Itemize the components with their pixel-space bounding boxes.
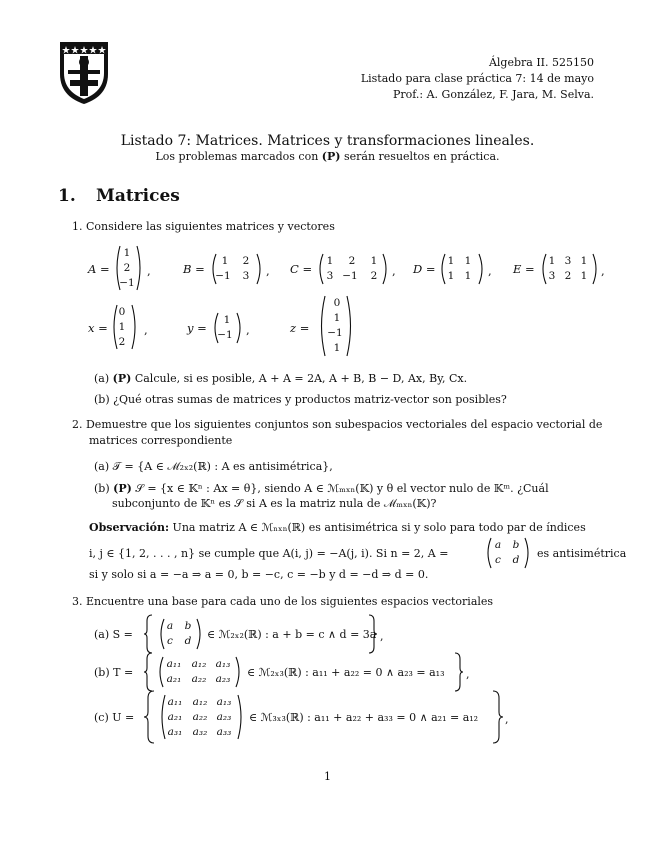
brace bbox=[143, 690, 155, 744]
problem-3a-pre: (a) S = bbox=[94, 628, 133, 641]
cell: 1 bbox=[223, 314, 231, 326]
p-marker: (P) bbox=[112, 372, 132, 385]
p-marker: (P) bbox=[113, 482, 132, 495]
cell: a₁₃ bbox=[215, 658, 231, 670]
problem-2-intro-1: 2. Demuestre que los siguientes conjuntos son subespacios vectoriales del espacio vectorial de bbox=[72, 418, 603, 431]
bracket bbox=[382, 253, 390, 285]
cell: 1 bbox=[221, 255, 229, 267]
cell: 2 bbox=[123, 262, 131, 274]
problem-1a-text: Calcule, si es posible, A + A = 2A, A + B, B − D, Ax, By, Cx. bbox=[131, 372, 468, 385]
cell: a₁₁ bbox=[167, 696, 183, 708]
label-x: x = bbox=[88, 321, 108, 335]
cell: 2 bbox=[242, 255, 250, 267]
problem-3c-pre: (c) U = bbox=[94, 711, 135, 724]
cell: a₂₂ bbox=[191, 673, 207, 685]
label-y: y = bbox=[187, 321, 207, 335]
cell: a bbox=[166, 620, 174, 632]
cell: 2 bbox=[370, 270, 378, 282]
problem-2a: (a) 𝒯 = {A ∈ ℳ₂ₓ₂(ℝ) : A es antisimétrica}, bbox=[94, 460, 333, 473]
subtitle-p-marker: (P) bbox=[321, 150, 341, 163]
subtitle-pre: Los problemas marcados con bbox=[155, 150, 322, 163]
punct: , bbox=[488, 264, 492, 278]
cell: a₂₃ bbox=[215, 673, 231, 685]
cell: c bbox=[167, 635, 173, 647]
observation-2-post: es antisimétrica bbox=[537, 547, 627, 560]
cell: a₁₃ bbox=[216, 696, 232, 708]
label-B: B = bbox=[183, 262, 205, 276]
section-number: 1. bbox=[58, 186, 76, 206]
item-label: (b) bbox=[94, 482, 114, 495]
cell: 1 bbox=[464, 270, 472, 282]
professors: Prof.: A. González, F. Jara, M. Selva. bbox=[392, 88, 594, 101]
cell: 3 bbox=[564, 255, 572, 267]
cell: 1 bbox=[447, 270, 455, 282]
bracket bbox=[131, 304, 139, 350]
bracket bbox=[235, 656, 243, 688]
brace bbox=[454, 652, 464, 692]
course-name: Álgebra II. 525150 bbox=[488, 56, 594, 69]
cell: c bbox=[495, 554, 501, 566]
bracket bbox=[478, 253, 486, 285]
cell: 1 bbox=[580, 255, 588, 267]
cell: a₂₂ bbox=[192, 711, 208, 723]
bracket bbox=[237, 694, 245, 740]
cell: −1 bbox=[342, 270, 358, 282]
observation-label: Observación: bbox=[89, 521, 170, 534]
problem-3b-pre: (b) T = bbox=[94, 666, 134, 679]
cell: a₂₁ bbox=[167, 711, 183, 723]
university-logo bbox=[58, 40, 110, 106]
observation-2-pre: i, j ∈ {1, 2, . . . , n} se cumple que A(i, j) = −A(j, i). Si n = 2, A = bbox=[89, 547, 449, 560]
cell: −1 bbox=[327, 327, 343, 339]
cell: 3 bbox=[548, 270, 556, 282]
cell: 1 bbox=[123, 247, 131, 259]
brace bbox=[143, 614, 153, 654]
observation-text: Una matriz A ∈ ℳₙₓₙ(ℝ) es antisimétrica si y solo para todo par de índices bbox=[169, 521, 586, 534]
problem-1-intro: 1. Considere las siguientes matrices y vectores bbox=[72, 220, 335, 233]
cell: a₁₁ bbox=[166, 658, 182, 670]
problem-1a bbox=[94, 372, 467, 386]
punct: , bbox=[380, 630, 384, 643]
observation-1 bbox=[89, 521, 586, 535]
bracket bbox=[592, 253, 600, 285]
observation-2 bbox=[89, 547, 448, 561]
cell: 0 bbox=[333, 297, 341, 309]
punct: , bbox=[601, 264, 605, 278]
cell: −1 bbox=[119, 277, 135, 289]
cell: b bbox=[512, 539, 520, 551]
section-heading bbox=[58, 186, 180, 206]
document-title: Listado 7: Matrices. Matrices y transformaciones lineales. bbox=[120, 133, 535, 149]
document-subtitle bbox=[0, 150, 655, 163]
problem-2-intro-2: matrices correspondiente bbox=[89, 434, 233, 447]
punct: , bbox=[266, 264, 270, 278]
bracket bbox=[318, 295, 326, 357]
problem-3c-condition: ∈ ℳ₃ₓ₃(ℝ) : a₁₁ + a₂₂ + a₃₃ = 0 ∧ a₂₁ = a₁₂ bbox=[249, 711, 479, 724]
cell: 1 bbox=[548, 255, 556, 267]
cell: a₂₃ bbox=[216, 711, 232, 723]
cell: 2 bbox=[564, 270, 572, 282]
bracket bbox=[256, 253, 264, 285]
cell: 1 bbox=[464, 255, 472, 267]
section-name: Matrices bbox=[96, 186, 180, 206]
cell: 0 bbox=[118, 306, 126, 318]
label-A: A = bbox=[88, 262, 110, 276]
problem-3-intro: 3. Encuentre una base para cada uno de los siguientes espacios vectoriales bbox=[72, 595, 494, 608]
cell: a₁₂ bbox=[191, 658, 207, 670]
brace bbox=[492, 690, 504, 744]
cell: 1 bbox=[447, 255, 455, 267]
problem-3a-condition: ∈ ℳ₂ₓ₂(ℝ) : a + b = c ∧ d = 3a bbox=[207, 628, 377, 641]
label-z: z = bbox=[290, 321, 310, 335]
punct: , bbox=[466, 668, 470, 681]
cell: d bbox=[184, 635, 192, 647]
problem-1b: (b) ¿Qué otras sumas de matrices y productos matriz-vector son posibles? bbox=[94, 393, 507, 406]
label-C: C = bbox=[290, 262, 313, 276]
cell: a₃₁ bbox=[167, 726, 183, 738]
cell: 3 bbox=[242, 270, 250, 282]
cell: −1 bbox=[215, 270, 231, 282]
cell: 2 bbox=[348, 255, 356, 267]
bracket bbox=[346, 295, 354, 357]
subtitle-post: serán resueltos en práctica. bbox=[340, 150, 500, 163]
punct: , bbox=[505, 713, 509, 726]
cell: −1 bbox=[217, 329, 233, 341]
cell: a₃₃ bbox=[216, 726, 232, 738]
cell: 1 bbox=[326, 255, 334, 267]
observation-3: si y solo si a = −a ⇒ a = 0, b = −c, c = −b y d = −d ⇒ d = 0. bbox=[89, 568, 429, 581]
class-date: Listado para clase práctica 7: 14 de mayo bbox=[360, 72, 594, 85]
cell: a₂₁ bbox=[166, 673, 182, 685]
page-number: 1 bbox=[324, 770, 331, 783]
cell: 2 bbox=[118, 336, 126, 348]
brace bbox=[368, 614, 378, 654]
punct: , bbox=[144, 323, 148, 337]
cell: 3 bbox=[326, 270, 334, 282]
cell: 1 bbox=[580, 270, 588, 282]
punct: , bbox=[392, 264, 396, 278]
cell: 1 bbox=[118, 321, 126, 333]
problem-3b-condition: ∈ ℳ₂ₓ₃(ℝ) : a₁₁ + a₂₂ = 0 ∧ a₂₃ = a₁₃ bbox=[247, 666, 445, 679]
label-E: E = bbox=[513, 262, 535, 276]
punct: , bbox=[246, 323, 250, 337]
punct: , bbox=[147, 264, 151, 278]
bracket bbox=[136, 245, 144, 291]
cell: 1 bbox=[333, 312, 341, 324]
label-D: D = bbox=[413, 262, 436, 276]
item-label: (a) bbox=[94, 372, 113, 385]
problem-2b-1 bbox=[94, 482, 549, 496]
cell: a₁₂ bbox=[192, 696, 208, 708]
brace bbox=[143, 652, 153, 692]
cell: a₃₂ bbox=[192, 726, 208, 738]
bracket bbox=[196, 618, 204, 650]
cell: 1 bbox=[333, 342, 341, 354]
problem-2b-text: 𝒮 = {x ∈ 𝕂ⁿ : Ax = θ}, siendo A ∈ ℳₘₓₙ(𝕂) y θ el vector nulo de 𝕂ᵐ. ¿Cuál bbox=[131, 482, 549, 495]
cell: a bbox=[494, 539, 502, 551]
cell: d bbox=[512, 554, 520, 566]
cell: b bbox=[184, 620, 192, 632]
cell: 1 bbox=[370, 255, 378, 267]
bracket bbox=[236, 312, 244, 344]
problem-2b-2: subconjunto de 𝕂ⁿ es 𝒮 si A es la matriz nula de ℳₘₓₙ(𝕂)? bbox=[112, 497, 437, 510]
bracket bbox=[524, 537, 532, 569]
course-header bbox=[361, 55, 594, 103]
